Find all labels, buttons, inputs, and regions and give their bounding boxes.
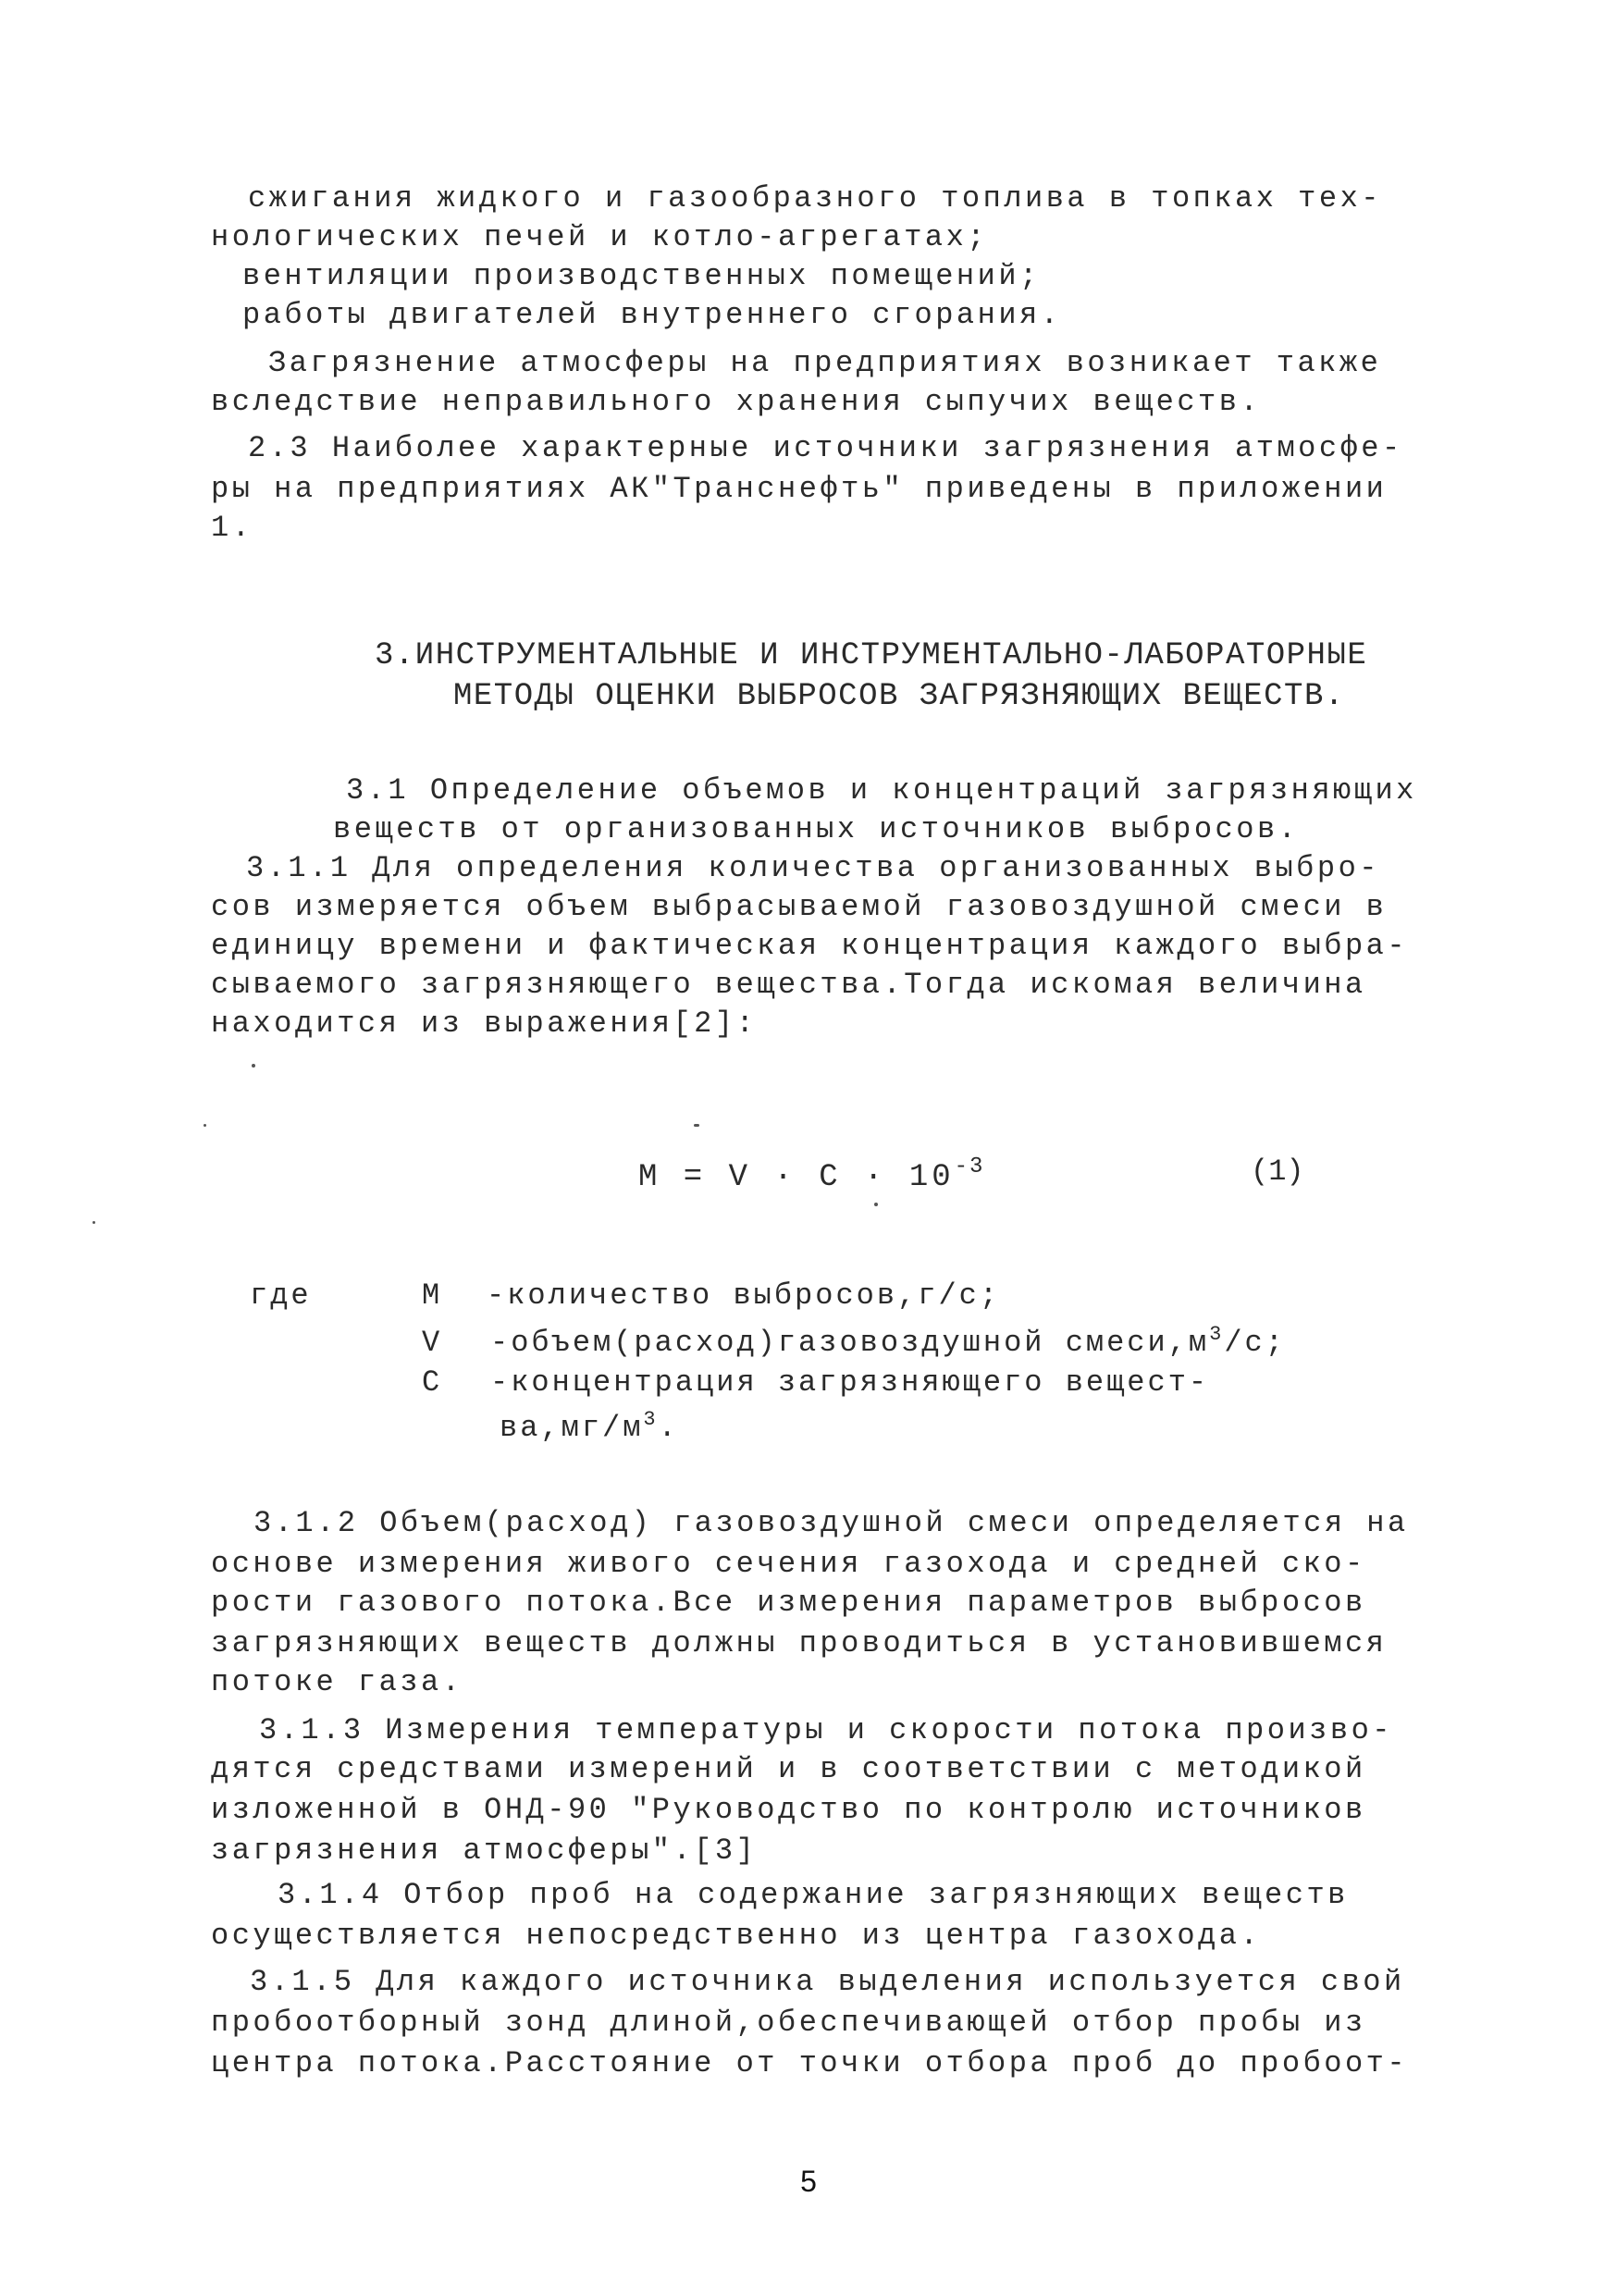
section-heading-line-2: МЕТОДЫ ОЦЕНКИ ВЫБРОСОВ ЗАГРЯЗНЯЮЩИХ ВЕЩЕСТВ. <box>453 679 1345 714</box>
text-line: вентиляции производственных помещений; <box>242 259 1041 293</box>
text-line: нологических печей и котло-агрегатах; <box>211 220 989 254</box>
definition-text: -концентрация загрязняющего вещест- <box>490 1365 1210 1400</box>
page-number: 5 <box>800 2165 817 2198</box>
definition-row <box>422 1365 1209 1400</box>
text-line: 2.3 Наиболее характерные источники загрязнения атмосфе- <box>248 431 1403 465</box>
text-line: изложенной в ОНД-90 "Руководство по контролю источников <box>211 1793 1366 1827</box>
text-line: осуществляется непосредственно из центра газохода. <box>211 1919 1262 1953</box>
formula <box>638 1154 984 1195</box>
scan-speck <box>874 1203 878 1206</box>
scan-speck <box>204 1124 206 1127</box>
scan-speck <box>694 1124 699 1127</box>
scan-speck <box>252 1064 255 1068</box>
text-line: загрязнения атмосферы".[3] <box>211 1833 758 1868</box>
section-heading-line-1: 3.ИНСТРУМЕНТАЛЬНЫЕ И ИНСТРУМЕНТАЛЬНО-ЛАБОРАТОРНЫЕ <box>375 638 1368 673</box>
text-line: вследствие неправильного хранения сыпучих веществ. <box>211 385 1262 419</box>
definition-text: -количество выбросов,г/с; <box>487 1278 1001 1313</box>
text-line: сываемого загрязняющего вещества.Тогда искомая величина <box>211 968 1366 1002</box>
definition-text: -объем(расход)газовоздушной смеси,м <box>490 1326 1210 1360</box>
definition-symbol: С <box>422 1365 443 1400</box>
subsection-title: 3.1 Определение объемов и концентраций загрязняющих <box>346 773 1417 808</box>
equation-number: (1) <box>1251 1154 1304 1189</box>
text-line: потоке газа. <box>211 1665 463 1699</box>
text-line: дятся средствами измерений и в соответствии с методикой <box>211 1752 1366 1786</box>
text-line: сжигания жидкого и газообразного топлива в топках тех- <box>248 181 1382 216</box>
text-line: рости газового потока.Все измерения параметров выбросов <box>211 1586 1366 1620</box>
formula-exponent: -3 <box>954 1154 985 1179</box>
text-line: 3.1.1 Для определения количества организованных выбро- <box>246 851 1380 885</box>
text-line: Загрязнение атмосферы на предприятиях возникает также <box>268 346 1382 380</box>
text-line: 3.1.4 Отбор проб на содержание загрязняющих веществ <box>278 1878 1349 1912</box>
text-line: сов измеряется объем выбрасываемой газовоздушной смеси в <box>211 890 1388 924</box>
scan-speck <box>93 1221 95 1224</box>
text-line: ры на предприятиях АК"Транснефть" приведены в приложении <box>211 472 1388 506</box>
text-line: 1. <box>211 511 253 545</box>
definition-cont-sup: 3 <box>643 1408 659 1431</box>
definition-symbol: V <box>422 1326 443 1360</box>
text-line: работы двигателей внутреннего сгорания. <box>242 298 1062 332</box>
definition-continuation <box>500 1408 679 1445</box>
definition-row <box>422 1323 1286 1360</box>
definition-cont-text: ва,мг/м <box>500 1411 644 1445</box>
text-line: пробоотборный зонд длиной,обеспечивающей отбор пробы из <box>211 2006 1366 2040</box>
text-line: загрязняющих веществ должны проводиться в установившемся <box>211 1626 1388 1660</box>
text-line: 3.1.2 Объем(расход) газовоздушной смеси определяется на <box>253 1506 1409 1540</box>
definition-tail: /с; <box>1224 1326 1286 1360</box>
formula-text: М = V · C · 10 <box>638 1160 955 1195</box>
definition-sup: 3 <box>1209 1323 1225 1346</box>
definition-cont-tail: . <box>658 1411 679 1445</box>
text-line: основе измерения живого сечения газохода и средней ско- <box>211 1547 1366 1581</box>
text-line: 3.1.3 Измерения температуры и скорости потока произво- <box>259 1713 1393 1747</box>
text-line: 3.1.5 Для каждого источника выделения используется свой <box>250 1965 1405 1999</box>
text-line: находится из выражения[2]: <box>211 1006 758 1041</box>
where-label: где <box>250 1278 312 1313</box>
definition-symbol: М <box>422 1278 443 1313</box>
definition-row <box>422 1278 1000 1313</box>
text-line: единицу времени и фактическая концентрация каждого выбра- <box>211 929 1409 963</box>
text-line: центра потока.Расстояние от точки отбора проб до пробоот- <box>211 2046 1409 2080</box>
subsection-title: веществ от организованных источников выбросов. <box>333 812 1300 846</box>
